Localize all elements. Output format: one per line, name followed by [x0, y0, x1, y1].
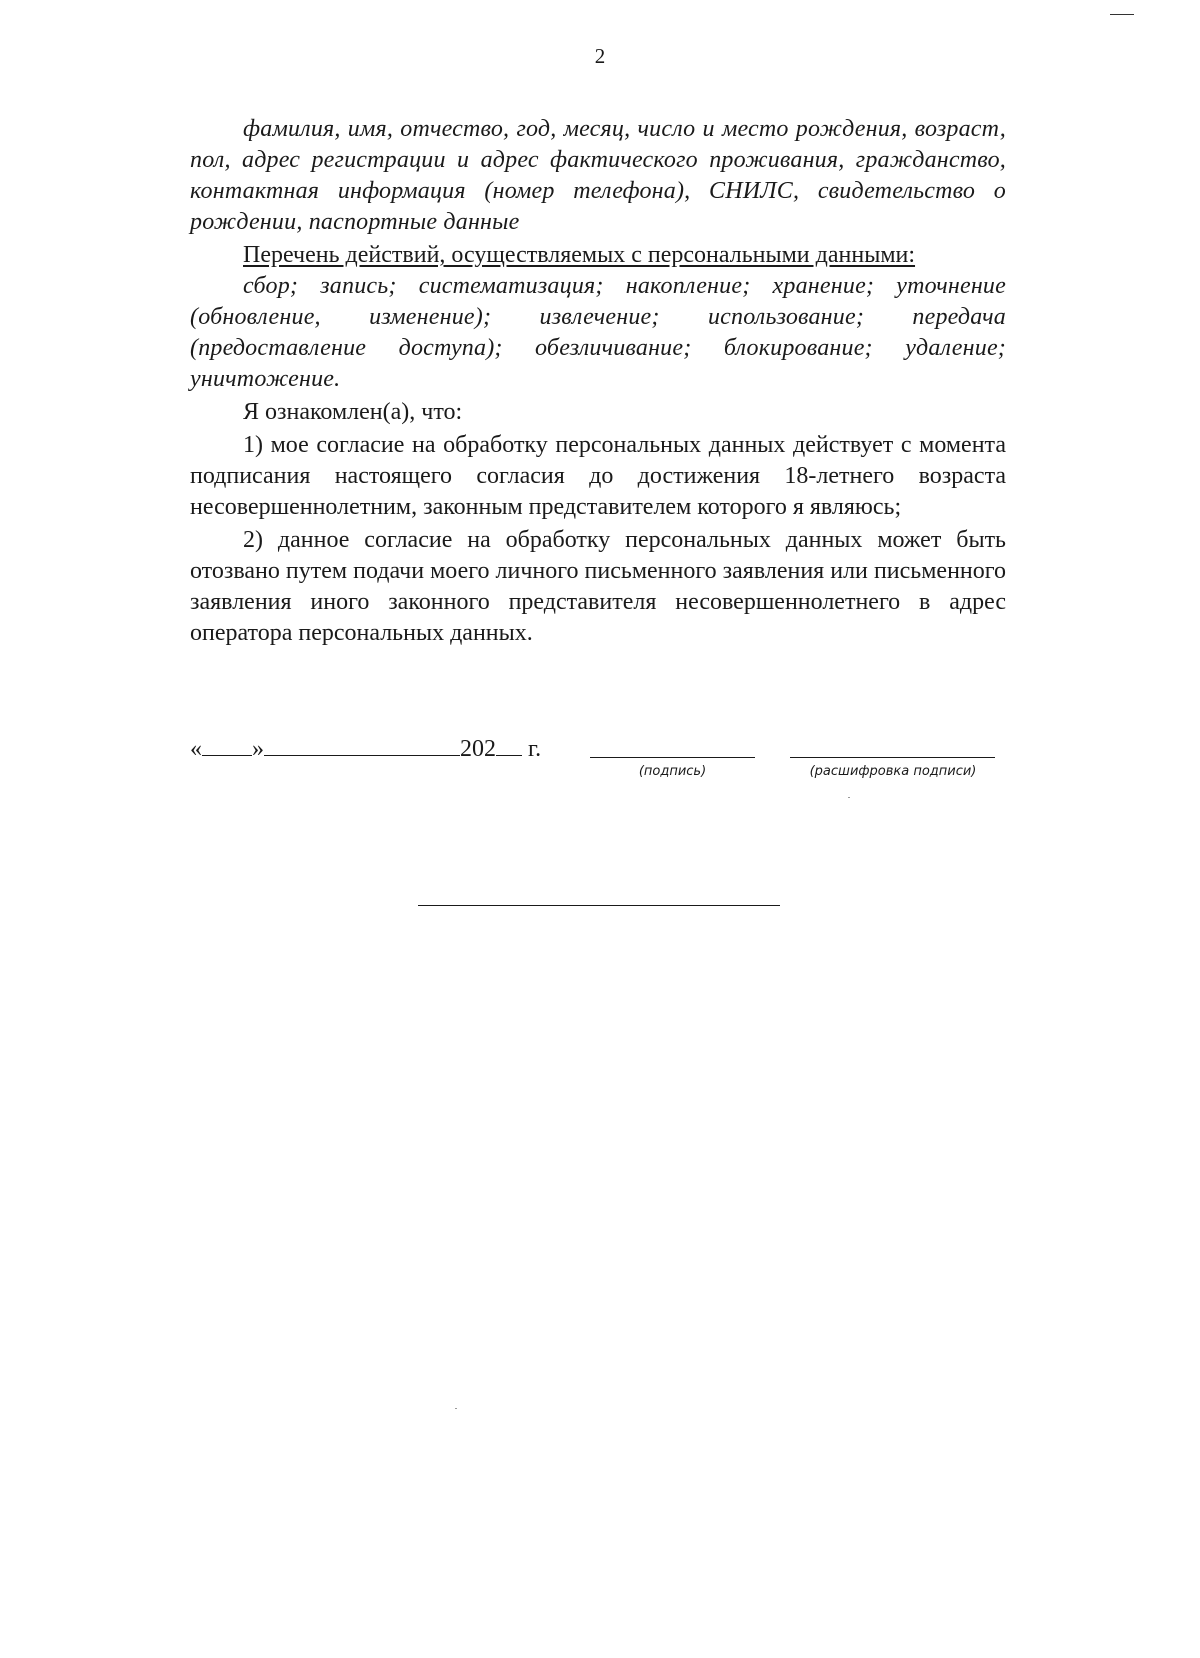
signature-line	[590, 757, 755, 758]
year-prefix: 202	[460, 736, 496, 762]
year-suffix: г.	[522, 736, 542, 762]
open-quote: «	[190, 736, 202, 762]
actions-heading-text: Перечень действий, осуществляемых с персональными данными:	[243, 242, 916, 268]
signature-decoding-caption: (расшифровка подписи)	[809, 764, 977, 779]
day-blank	[202, 733, 252, 756]
page-number: 2	[594, 44, 606, 68]
document-body	[190, 114, 1006, 649]
close-quote: »	[252, 736, 264, 762]
acknowledgement: Я ознакомлен(а), что:	[243, 399, 463, 425]
date-field	[190, 733, 541, 763]
corner-mark	[1110, 14, 1134, 15]
end-rule	[418, 905, 780, 906]
signature-block	[190, 733, 1006, 793]
clause-2: 2) данное согласие на обработку персональных данных может быть отозвано путем подачи моего личного письменного заявления или письменного заявления иного законного представителя несовершеннолетнего в адрес оператора персональных данных.	[190, 527, 1006, 646]
signature-caption: (подпись)	[638, 764, 707, 779]
actions-heading	[190, 240, 1006, 271]
scan-speck	[848, 797, 850, 798]
scan-speck	[455, 1408, 457, 1409]
month-blank	[264, 733, 460, 756]
personal-data-list: фамилия, имя, отчество, год, месяц, число и место рождения, возраст, пол, адрес регистрации и адрес фактического проживания, гражданство, контактная информация (номер телефона), СНИЛС, свидетельство о рождении, паспортные данные	[190, 116, 1006, 235]
signature-decoding-line	[790, 757, 995, 758]
year-blank	[496, 733, 522, 756]
clause-1: 1) мое согласие на обработку персональных данных действует с момента подписания настоящего согласия до достижения 18-летнего возраста несовершеннолетним, законным представителем которого я являюсь;	[190, 432, 1006, 520]
actions-list: сбор; запись; систематизация; накопление; хранение; уточнение (обновление, изменение); извлечение; использование; передача (предоставление доступа); обезличивание; блокирование; удаление; уничтожение.	[190, 273, 1006, 392]
